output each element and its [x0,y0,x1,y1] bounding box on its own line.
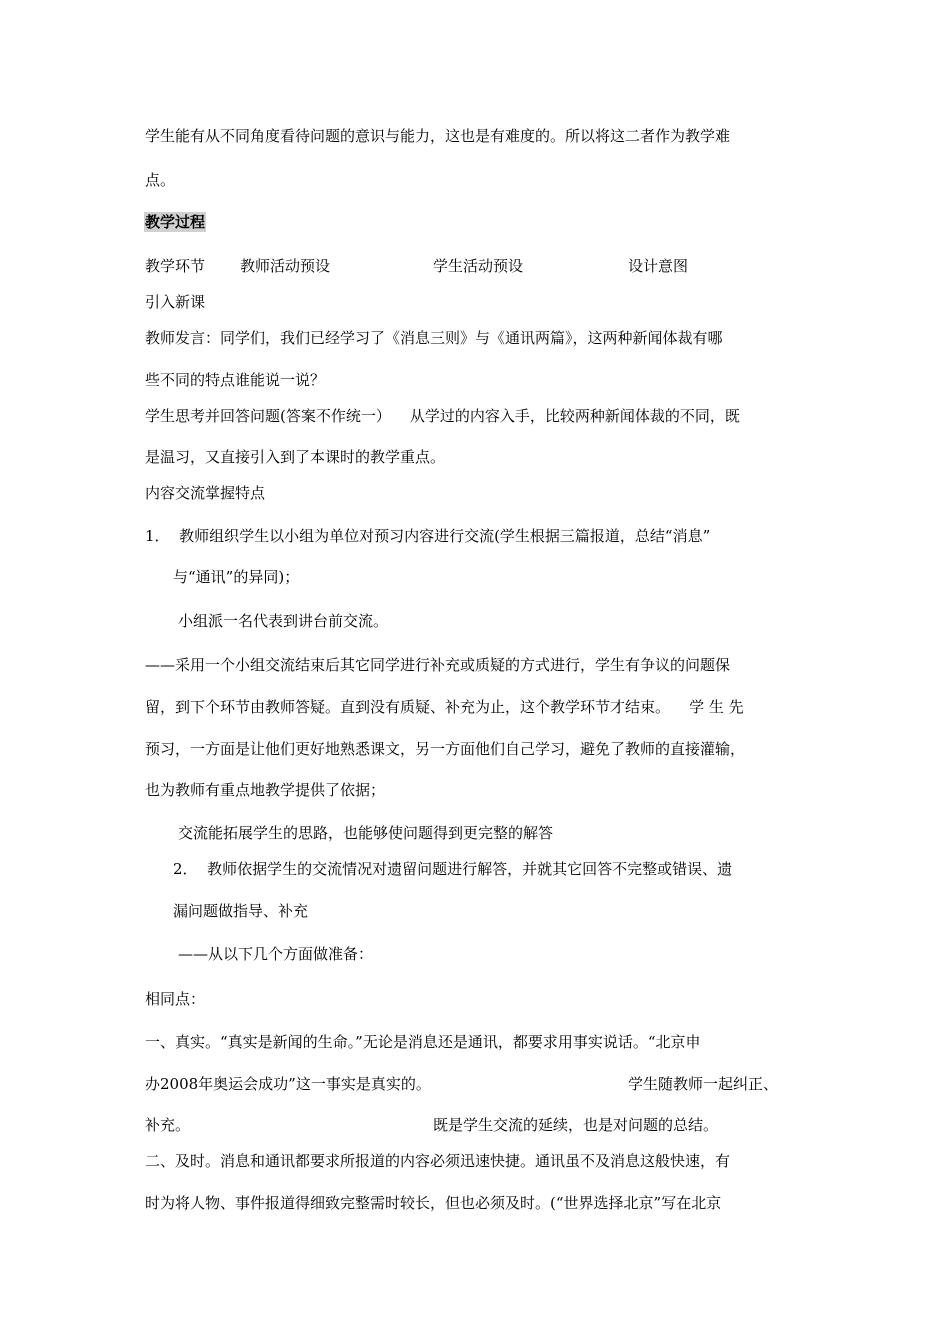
table-cell-text: 既是学生交流的延续，也是对问题的总结。 [433,1116,719,1134]
paragraph-line: 时为将人物、事件报道得细致完整需时较长，但也必须及时。(“世界选择北京”写在北京 [145,1194,722,1212]
list-item-continuation: 漏问题做指导、补充 [173,902,309,920]
table-header-row [0,256,950,276]
paragraph-line: 留，到下个环节由教师答疑。直到没有质疑、补充为止，这个教学环节才结束。 学 生 先 [145,698,744,716]
paragraph-line: 学生思考并回答问题(答案不作统一） 从学过的内容入手，比较两种新闻体裁的不同，既 [145,407,740,425]
paragraph-line: 二、及时。消息和通讯都要求所报道的内容必须迅速快捷。通讯虽不及消息这般快速，有 [145,1152,731,1170]
table-header-cell: 教学环节 [145,257,206,275]
table-header-cell: 设计意图 [628,257,689,275]
paragraph-line: 小组派一名代表到讲台前交流。 [178,612,389,630]
table-header-cell: 学生活动预设 [433,257,524,275]
paragraph-line: 交流能拓展学生的思路，也能够使问题得到更完整的解答 [178,824,554,842]
paragraph-line: 预习，一方面是让他们更好地熟悉课文，另一方面他们自己学习，避免了教师的直接灌输， [145,740,746,758]
list-item: 2． 教师依据学生的交流情况对遗留问题进行解答，并就其它回答不完整或错误、遗 [173,860,733,878]
list-item-continuation: 与“通讯”的异同)； [173,568,300,586]
subsection-title: 相同点： [145,990,206,1008]
subsection-title: 内容交流掌握特点 [145,484,266,502]
paragraph-line: 一、真实。“真实是新闻的生命。”无论是消息还是通讯，都要求用事实说话。“北京申 [145,1033,701,1051]
paragraph-line: 教师发言：同学们，我们已经学习了《消息三则》与《通讯两篇》，这两种新闻体裁有哪 [145,329,723,347]
subsection-title: 引入新课 [145,293,206,311]
paragraph-line: 点。 [145,171,176,189]
paragraph-line: 办2008年奥运会成功”这一事实是真实的。 [145,1075,431,1093]
section-heading: 教学过程 [145,213,206,231]
paragraph-line: 补充。 [145,1116,191,1134]
paragraph-line: ——采用一个小组交流结束后其它同学进行补充或质疑的方式进行，学生有争议的问题保 [145,656,731,674]
list-item: 1． 教师组织学生以小组为单位对预习内容进行交流(学生根据三篇报道，总结“消息” [145,527,711,545]
paragraph-line: 也为教师有重点地教学提供了依据； [145,781,386,799]
table-cell-text: 学生随教师一起纠正、 [628,1075,779,1093]
paragraph-line: 学生能有从不同角度看待问题的意识与能力，这也是有难度的。所以将这二者作为教学难 [145,127,731,145]
paragraph-line: ——从以下几个方面做准备： [178,945,374,963]
table-header-cell: 教师活动预设 [240,257,331,275]
paragraph-line: 是温习，又直接引入到了本课时的教学重点。 [145,448,446,466]
paragraph-line: 些不同的特点谁能说一说？ [145,371,326,389]
